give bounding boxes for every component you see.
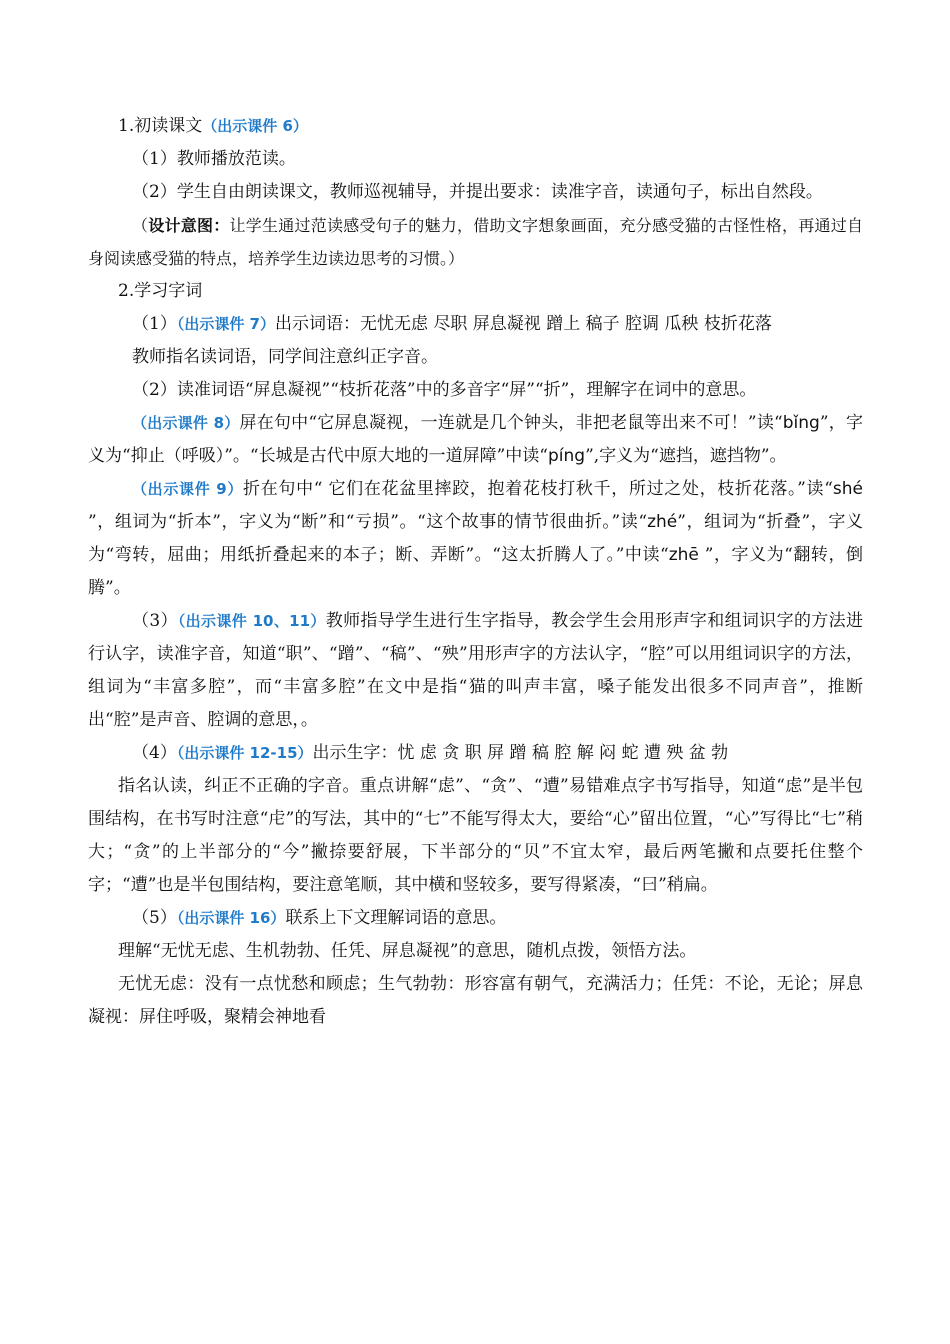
- item-text: 出示生字：忧 虑 贪 职 屏 蹭 稿 腔 解 闷 蛇 遭 殃 盆 勃: [312, 743, 729, 763]
- item-number: （4）: [132, 743, 177, 763]
- intent-text: 让学生通过范读感受句子的魅力，借助文字想象画面，充分感受猫的古怪性格，再通过自身阅读感受猫的特点，培养学生边读边思考的习惯。）: [88, 216, 863, 268]
- paragraph: [88, 473, 863, 605]
- pinyin: shé: [832, 479, 863, 499]
- paragraph: [88, 407, 863, 473]
- intent-open: （: [132, 216, 149, 235]
- item-number: （3）: [132, 611, 178, 631]
- courseware-tag: （出示课件 16）: [176, 909, 286, 927]
- courseware-tag: （出示课件 8）: [132, 414, 240, 432]
- item-text: ”，组词为“折叠”，字义为“弯转，屈曲；用纸折叠起来的本子；断、弄断”。“这太折腾人了。”中读“: [88, 512, 863, 565]
- design-intent: [88, 209, 863, 275]
- document-body: [88, 110, 863, 1034]
- paragraph: 指名认读，纠正不正确的字音。重点讲解“虑”、“贪”、“遭”易错难点字书写指导，知道“虑”是半包围结构，在书写时注意“虍”的写法，其中的“七”不能写得太大，要给“心”留出位置，“心”写得比“七”稍大；“贪”的上半部分的“今”撇捺要舒展，下半部分的“贝”不宜太窄，最后两笔撇和点要托住整个字；“遭”也是半包围结构，要注意笔顺，其中横和竖较多，要写得紧凑，“曰”稍扁。: [88, 776, 863, 895]
- section-1-heading: 1.初读课文: [118, 116, 203, 136]
- paragraph: [88, 737, 863, 770]
- courseware-tag: （出示课件 6）: [202, 117, 308, 135]
- item-number: （1）: [132, 314, 177, 334]
- pinyin: zhē: [668, 545, 699, 565]
- item-text: 教师指导学生进行生字指导，教会学生会用形声字和组词识字的方法进行认字，读准字音，知道“职”、“蹭”、“稿”、“殃”用形声字的方法认字，“腔”可以用组词识字的方法，组词为“丰富多腔”，而“丰富多腔”在文中是指“猫的叫声丰富，嗓子能发出很多不同声音”，推断出“腔”是声音、腔调的意思，。: [88, 611, 863, 730]
- section-2-title: 2.学习字词: [118, 281, 203, 301]
- courseware-tag: （出示课件 10、11）: [177, 612, 326, 630]
- courseware-tag: （出示课件 12-15）: [176, 744, 313, 762]
- intent-label: 设计意图：: [148, 216, 230, 235]
- item-text: 出示词语：无忧无虑 尽职 屏息凝视 蹭上 稿子 腔调 瓜秧 枝折花落: [275, 314, 772, 334]
- item-text: 折在句中“ 它们在花盆里摔跤，抱着花枝打秋千，所过之处，枝折花落。”读“: [243, 479, 833, 499]
- item-text: ”，字义为“翻转，倒腾”。: [88, 545, 863, 598]
- paragraph: （2）学生自由朗读课文，教师巡视辅导，并提出要求：读准字音，读通句子，标出自然段。: [132, 182, 823, 202]
- paragraph: （2）读准词语“屏息凝视”“枝折花落”中的多音字“屏”“折”，理解字在词中的意思。: [132, 380, 757, 400]
- item-text: ”,字义为“遮挡，遮挡物”。: [585, 446, 787, 466]
- courseware-tag: （出示课件 7）: [176, 315, 275, 333]
- item-text: ”，组词为“折本”，字义为“断”和“亏损”。“这个故事的情节很曲折。”读“: [88, 512, 648, 532]
- item-text: 屏在句中“它屏息凝视，一连就是几个钟头，非把老鼠等出来不可！”读“: [239, 413, 783, 433]
- paragraph: 教师指名读词语，同学间注意纠正字音。: [132, 347, 438, 367]
- paragraph: [88, 605, 863, 737]
- paragraph: 理解“无忧无虑、生机勃勃、任凭、屏息凝视”的意思，随机点拨，领悟方法。: [118, 941, 697, 961]
- item-number: （5）: [132, 908, 177, 928]
- paragraph: [88, 308, 863, 341]
- section-1-title: [88, 110, 863, 143]
- item-text: 联系上下文理解词语的意思。: [285, 908, 507, 928]
- pinyin: píng: [547, 446, 586, 466]
- pinyin: zhé: [647, 512, 678, 532]
- paragraph: 无忧无虑：没有一点忧愁和顾虑；生气勃勃：形容富有朝气，充满活力；任凭：不论，无论；屏息凝视：屏住呼吸，聚精会神地看: [88, 974, 863, 1027]
- paragraph: （1）教师播放范读。: [132, 149, 296, 169]
- pinyin: bǐng: [782, 413, 820, 433]
- courseware-tag: （出示课件 9）: [132, 480, 244, 498]
- item-text: ”，字义为“抑止（呼吸）”。“长城是古代中原大地的一道屏障”中读“: [88, 413, 863, 466]
- paragraph: [88, 902, 863, 935]
